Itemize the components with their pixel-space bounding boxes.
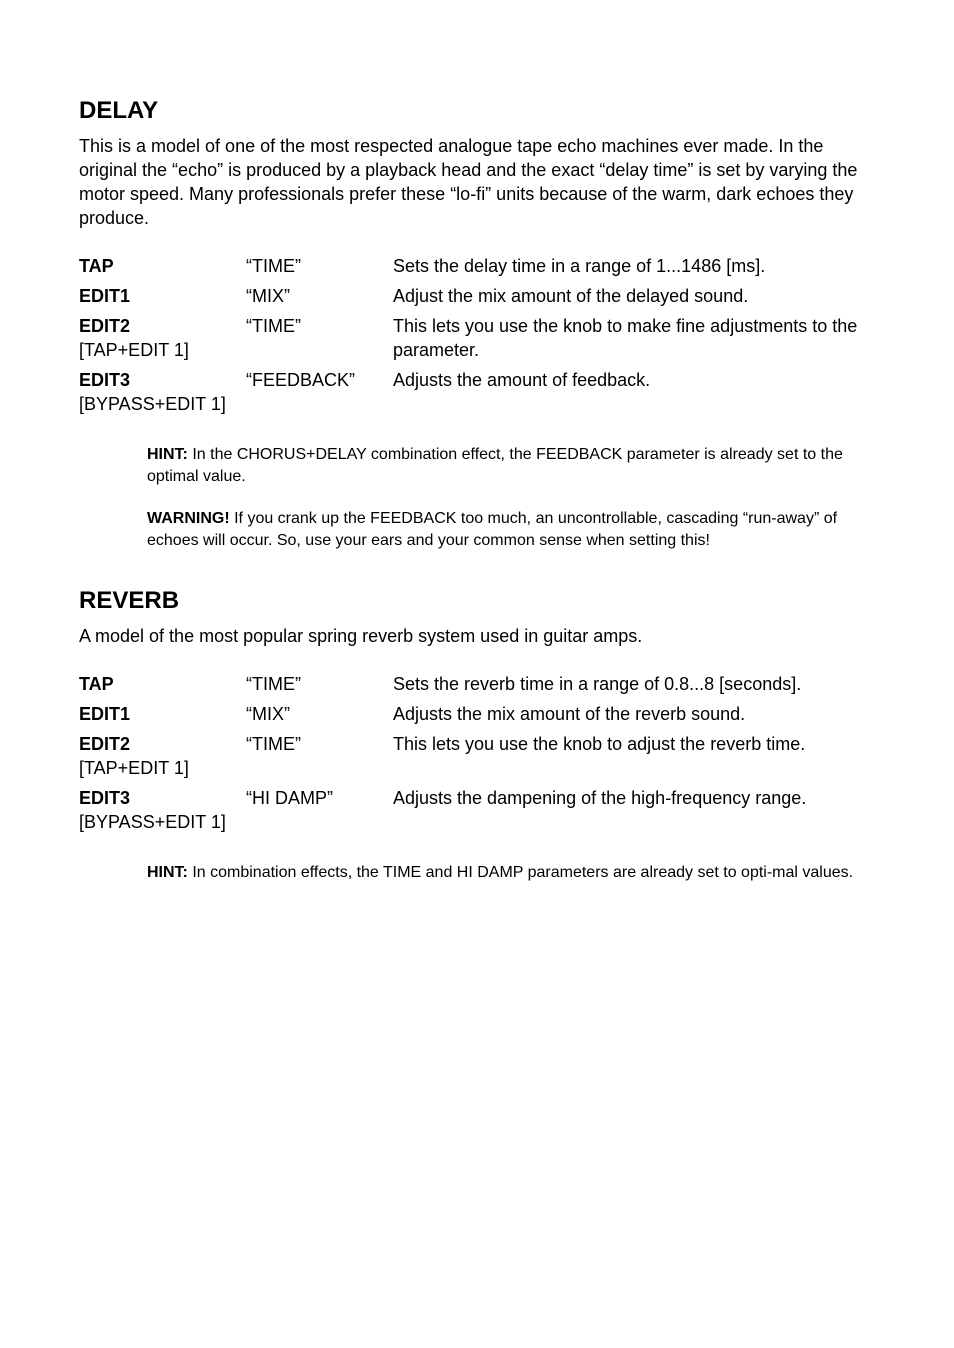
warning-label: WARNING!	[147, 510, 230, 527]
param-key-combo: [TAP+EDIT 1]	[79, 340, 189, 360]
warning-text: If you crank up the FEEDBACK too much, an uncontrollable, cascading “run-away” of echoes will occur. So, use your ears and your common sense when setting this!	[147, 510, 838, 549]
param-description: Adjust the mix amount of the delayed sound.	[393, 286, 749, 306]
table-row	[79, 314, 873, 368]
param-name: “TIME”	[246, 316, 301, 336]
hint-text: In combination effects, the TIME and HI DAMP parameters are already set to opti-mal values.	[187, 864, 854, 881]
reverb-section	[79, 584, 879, 884]
param-key-combo: [TAP+EDIT 1]	[79, 758, 189, 778]
param-key-combo: [BYPASS+EDIT 1]	[79, 394, 226, 414]
param-description: This lets you use the knob to make fine adjustments to the parameter.	[393, 316, 858, 360]
delay-heading: DELAY	[79, 97, 159, 124]
table-row	[79, 254, 873, 284]
hint-text: In the CHORUS+DELAY combination effect, the FEEDBACK parameter is already set to the optimal value.	[147, 446, 843, 485]
param-key: EDIT3	[79, 370, 131, 390]
param-description: Adjusts the dampening of the high-frequency range.	[393, 788, 807, 808]
table-row	[79, 786, 873, 840]
delay-parameter-table	[79, 254, 873, 422]
param-name: “MIX”	[246, 286, 290, 306]
param-name: “MIX”	[246, 704, 290, 724]
param-name: “FEEDBACK”	[246, 370, 356, 390]
param-key: EDIT3	[79, 788, 131, 808]
table-row	[79, 368, 873, 422]
param-description: Adjusts the mix amount of the reverb sound.	[393, 704, 746, 724]
param-description: Sets the delay time in a range of 1...1486 [ms].	[393, 256, 766, 276]
reverb-heading: REVERB	[79, 587, 180, 614]
hint-label: HINT:	[147, 864, 188, 881]
param-key: EDIT1	[79, 286, 131, 306]
param-name: “TIME”	[246, 674, 301, 694]
hint-label: HINT:	[147, 446, 188, 463]
param-key: EDIT2	[79, 316, 131, 336]
delay-hint-note	[147, 444, 877, 488]
delay-section	[79, 94, 879, 552]
param-description: Sets the reverb time in a range of 0.8...8 [seconds].	[393, 674, 802, 694]
delay-intro: This is a model of one of the most respected analogue tape echo machines ever made. In the original the “echo” is produced by a playback head and the exact “delay time” is set by varying the motor speed. Many professionals prefer these “lo-fi” units because of the warm, dark echoes they produce.	[79, 136, 858, 228]
manual-page	[79, 94, 879, 900]
param-description: This lets you use the knob to adjust the reverb time.	[393, 734, 806, 754]
param-key: EDIT2	[79, 734, 131, 754]
param-name: “TIME”	[246, 256, 301, 276]
table-row	[79, 732, 873, 786]
table-row	[79, 672, 873, 702]
reverb-hint-note	[147, 862, 877, 884]
param-key-combo: [BYPASS+EDIT 1]	[79, 812, 226, 832]
reverb-parameter-table	[79, 672, 873, 840]
delay-warning-note	[147, 508, 877, 552]
param-description: Adjusts the amount of feedback.	[393, 370, 651, 390]
param-key: EDIT1	[79, 704, 131, 724]
table-row	[79, 702, 873, 732]
param-name: “TIME”	[246, 734, 301, 754]
table-row	[79, 284, 873, 314]
reverb-intro: A model of the most popular spring reverb system used in guitar amps.	[79, 626, 643, 646]
param-name: “HI DAMP”	[246, 788, 333, 808]
param-key: TAP	[79, 256, 114, 276]
param-key: TAP	[79, 674, 114, 694]
